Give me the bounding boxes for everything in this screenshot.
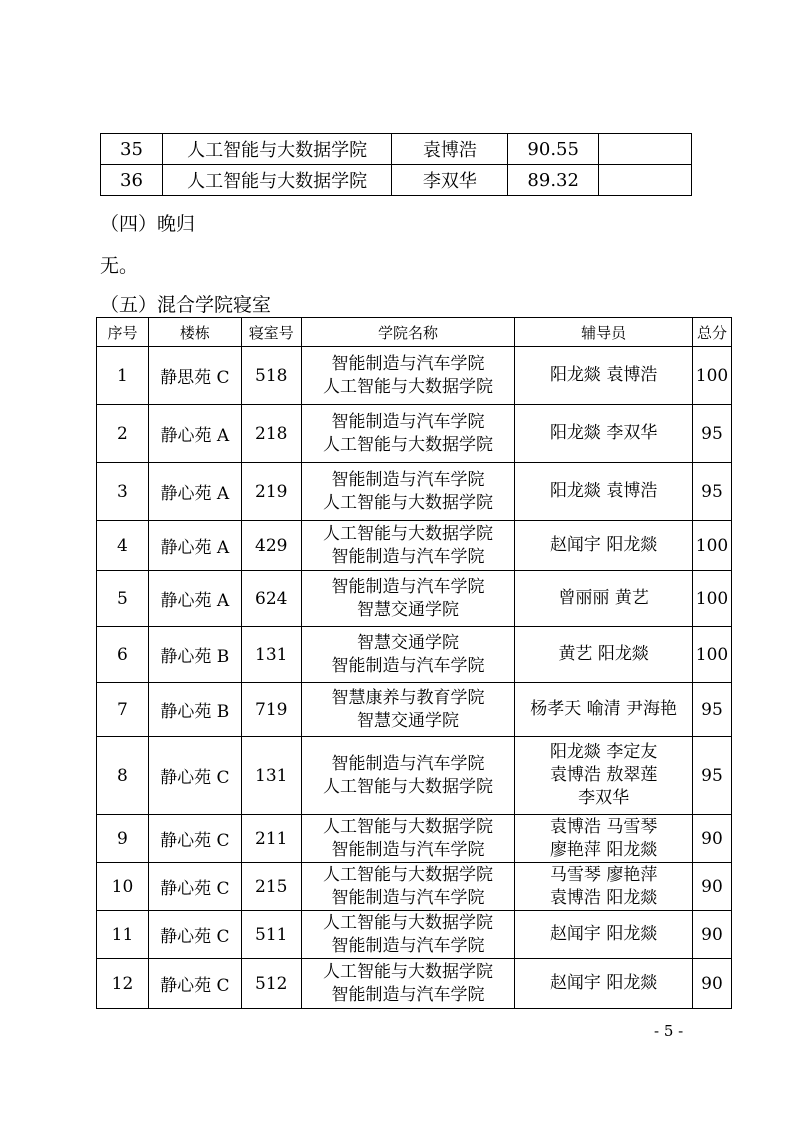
table-row	[97, 521, 732, 571]
table-header-row	[97, 318, 732, 347]
cell-counselors	[515, 911, 693, 959]
cell-colleges	[301, 571, 515, 627]
cell-building: 静心苑 B	[148, 627, 241, 683]
section4-content: 无。	[100, 255, 139, 277]
cell-no: 8	[97, 737, 149, 815]
counselor-names: 赵闻宇 阳龙燚	[549, 924, 658, 944]
cell-counselors	[515, 959, 693, 1009]
cell-building: 静心苑 A	[148, 405, 241, 463]
counselor-names: 阳龙燚 李定友	[549, 742, 658, 762]
college-name: 智能制造与汽车学院	[331, 469, 485, 490]
college-name: 智能制造与汽车学院	[331, 887, 485, 908]
cell-counselors	[515, 627, 693, 683]
header-college: 学院名称	[301, 318, 515, 347]
cell-building: 静心苑 C	[148, 911, 241, 959]
header-score: 总分	[692, 318, 731, 347]
table-row	[97, 815, 732, 863]
counselor-names: 李双华	[578, 788, 630, 808]
cell-room: 512	[241, 959, 301, 1009]
table-row	[101, 134, 692, 165]
cell-score: 95	[692, 463, 731, 521]
cell-no: 10	[97, 863, 149, 911]
college-name: 智能制造与汽车学院	[331, 655, 485, 676]
cell-no: 12	[97, 959, 149, 1009]
counselor-names: 廖艳萍 阳龙燚	[549, 839, 658, 860]
cell-colleges	[301, 911, 515, 959]
counselor-names: 阳龙燚 李双华	[549, 423, 658, 443]
cell-building: 静思苑 C	[148, 347, 241, 405]
top-score-table	[100, 133, 692, 196]
cell-room: 218	[241, 405, 301, 463]
page-number: - 5 -	[654, 1022, 684, 1040]
cell-no: 1	[97, 347, 149, 405]
cell-score: 100	[692, 627, 731, 683]
table-row	[97, 463, 732, 521]
college-name: 智能制造与汽车学院	[331, 546, 485, 567]
cell-colleges	[301, 347, 515, 405]
cell-no: 35	[101, 134, 163, 165]
cell-college: 人工智能与大数据学院	[162, 165, 392, 196]
cell-score: 90	[692, 959, 731, 1009]
cell-no: 9	[97, 815, 149, 863]
college-name: 智能制造与汽车学院	[331, 839, 485, 860]
college-name: 人工智能与大数据学院	[323, 376, 494, 397]
cell-colleges	[301, 737, 515, 815]
cell-colleges	[301, 683, 515, 737]
cell-score: 90	[692, 911, 731, 959]
college-name: 智慧交通学院	[357, 599, 460, 620]
counselor-names: 黄艺 阳龙燚	[558, 644, 649, 664]
cell-counselors	[515, 815, 693, 863]
counselor-names: 赵闻宇 阳龙燚	[549, 973, 658, 993]
college-name: 智慧交通学院	[357, 632, 460, 653]
cell-counselor: 袁博浩	[392, 134, 508, 165]
cell-no: 36	[101, 165, 163, 196]
cell-counselor: 李双华	[392, 165, 508, 196]
cell-score: 100	[692, 571, 731, 627]
college-name: 智能制造与汽车学院	[331, 984, 485, 1005]
college-name: 智能制造与汽车学院	[331, 753, 485, 774]
college-name: 智能制造与汽车学院	[331, 935, 485, 956]
college-name: 人工智能与大数据学院	[323, 434, 494, 455]
counselor-names: 阳龙燚 袁博浩	[549, 481, 658, 501]
college-name: 智能制造与汽车学院	[331, 353, 485, 374]
college-name: 人工智能与大数据学院	[323, 912, 494, 933]
counselor-names: 阳龙燚 袁博浩	[549, 365, 658, 385]
cell-score: 95	[692, 737, 731, 815]
table-row	[97, 405, 732, 463]
cell-building: 静心苑 C	[148, 863, 241, 911]
cell-counselors	[515, 521, 693, 571]
college-name: 智慧康养与教育学院	[331, 687, 485, 708]
counselor-names: 曾丽丽 黄艺	[558, 588, 649, 608]
cell-colleges	[301, 405, 515, 463]
cell-no: 6	[97, 627, 149, 683]
table-row	[97, 959, 732, 1009]
header-no: 序号	[97, 318, 149, 347]
cell-room: 511	[241, 911, 301, 959]
cell-room: 131	[241, 737, 301, 815]
counselor-names: 袁博浩 阳龙燚	[549, 887, 658, 908]
section4-title: （四）晚归	[100, 213, 196, 235]
cell-building: 静心苑 A	[148, 521, 241, 571]
cell-college: 人工智能与大数据学院	[162, 134, 392, 165]
cell-no: 11	[97, 911, 149, 959]
counselor-names: 袁博浩 敖翠莲	[549, 765, 658, 785]
cell-building: 静心苑 C	[148, 959, 241, 1009]
cell-counselors	[515, 683, 693, 737]
cell-colleges	[301, 815, 515, 863]
cell-colleges	[301, 521, 515, 571]
header-room: 寝室号	[241, 318, 301, 347]
cell-score: 90.55	[508, 134, 599, 165]
cell-score: 90	[692, 815, 731, 863]
cell-counselors	[515, 347, 693, 405]
cell-counselors	[515, 571, 693, 627]
cell-score: 90	[692, 863, 731, 911]
table-row	[97, 911, 732, 959]
top-table-body	[101, 134, 692, 196]
cell-no: 2	[97, 405, 149, 463]
counselor-names: 杨孝天 喻清 尹海艳	[530, 699, 678, 719]
cell-score: 100	[692, 347, 731, 405]
header-building: 楼栋	[148, 318, 241, 347]
cell-counselors	[515, 737, 693, 815]
table-row	[97, 737, 732, 815]
cell-score: 89.32	[508, 165, 599, 196]
cell-extra	[599, 165, 692, 196]
college-name: 人工智能与大数据学院	[323, 492, 494, 513]
cell-counselors	[515, 463, 693, 521]
table-row	[97, 683, 732, 737]
cell-room: 219	[241, 463, 301, 521]
cell-score: 95	[692, 683, 731, 737]
cell-score: 95	[692, 405, 731, 463]
table-row	[97, 571, 732, 627]
college-name: 人工智能与大数据学院	[323, 776, 494, 797]
cell-extra	[599, 134, 692, 165]
cell-room: 719	[241, 683, 301, 737]
college-name: 智慧交通学院	[357, 710, 460, 731]
cell-no: 7	[97, 683, 149, 737]
cell-colleges	[301, 959, 515, 1009]
cell-colleges	[301, 463, 515, 521]
counselor-names: 马雪琴 廖艳萍	[549, 864, 658, 885]
college-name: 智能制造与汽车学院	[331, 411, 485, 432]
cell-no: 4	[97, 521, 149, 571]
college-name: 人工智能与大数据学院	[323, 864, 494, 885]
cell-counselors	[515, 863, 693, 911]
cell-building: 静心苑 B	[148, 683, 241, 737]
college-name: 人工智能与大数据学院	[323, 961, 494, 982]
cell-no: 3	[97, 463, 149, 521]
cell-no: 5	[97, 571, 149, 627]
cell-room: 215	[241, 863, 301, 911]
cell-score: 100	[692, 521, 731, 571]
college-name: 人工智能与大数据学院	[323, 816, 494, 837]
cell-room: 131	[241, 627, 301, 683]
cell-colleges	[301, 863, 515, 911]
counselor-names: 赵闻宇 阳龙燚	[549, 535, 658, 555]
cell-room: 624	[241, 571, 301, 627]
main-table-body	[97, 347, 732, 1009]
table-row	[97, 863, 732, 911]
cell-building: 静心苑 C	[148, 815, 241, 863]
section5-title: （五）混合学院寝室	[100, 294, 272, 316]
cell-counselors	[515, 405, 693, 463]
header-counselor: 辅导员	[515, 318, 693, 347]
cell-building: 静心苑 A	[148, 463, 241, 521]
cell-room: 429	[241, 521, 301, 571]
table-row	[101, 165, 692, 196]
college-name: 人工智能与大数据学院	[323, 523, 494, 544]
cell-room: 211	[241, 815, 301, 863]
cell-building: 静心苑 C	[148, 737, 241, 815]
table-row	[97, 347, 732, 405]
counselor-names: 袁博浩 马雪琴	[549, 816, 658, 837]
cell-colleges	[301, 627, 515, 683]
college-name: 智能制造与汽车学院	[331, 576, 485, 597]
cell-building: 静心苑 A	[148, 571, 241, 627]
cell-room: 518	[241, 347, 301, 405]
mixed-college-dorm-table	[96, 317, 732, 1009]
table-row	[97, 627, 732, 683]
